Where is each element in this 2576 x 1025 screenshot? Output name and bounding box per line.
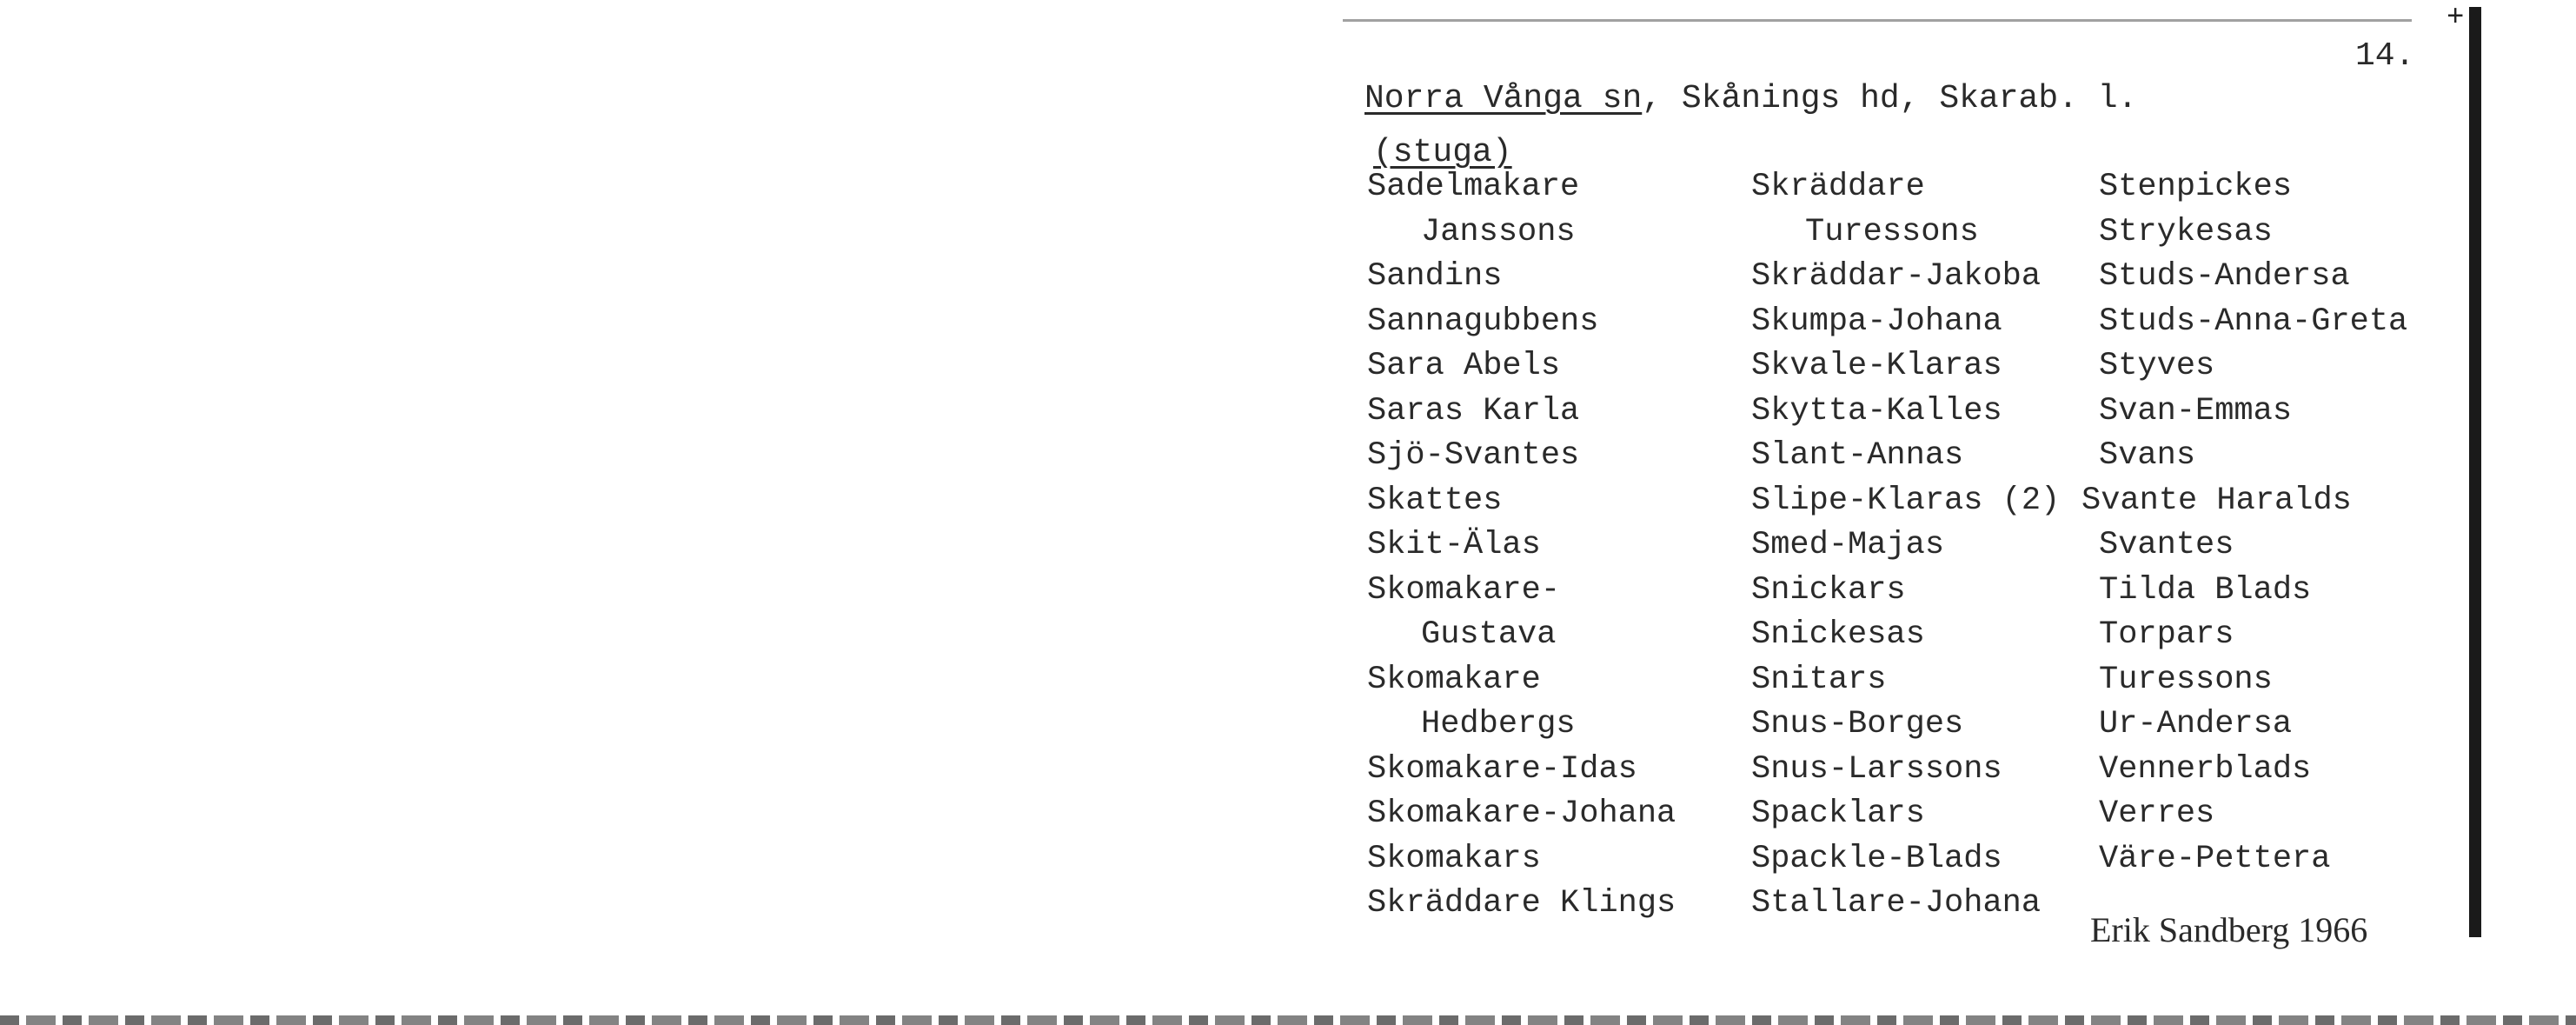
name-entry: Stenpickes xyxy=(2099,169,2293,205)
name-entry: Janssons xyxy=(1421,213,1576,250)
name-column-3 xyxy=(2081,165,2408,882)
name-entry: Svans xyxy=(2099,437,2196,474)
name-entry: Snitars xyxy=(1751,661,1887,698)
name-entry: Sara Abels xyxy=(1367,348,1561,384)
name-entry: Slipe-Klaras (2) xyxy=(1751,482,2061,519)
name-entry: Skumpa-Johana xyxy=(1751,303,2002,340)
name-entry: Saras Karla xyxy=(1367,392,1580,429)
name-entry: Stallare-Johana xyxy=(1751,885,2042,922)
name-entry: Väre-Pettera xyxy=(2099,840,2331,877)
name-entry: Skräddare Klings xyxy=(1367,885,1676,922)
name-entry: Skräddare xyxy=(1751,169,1925,205)
name-entry: Skvale-Klaras xyxy=(1751,348,2002,384)
name-entry: Skomakare- xyxy=(1367,571,1561,609)
name-entry: Svante Haralds xyxy=(2081,482,2352,519)
name-entry: Verres xyxy=(2099,795,2215,832)
name-entry: Snus-Larssons xyxy=(1751,750,2002,788)
name-entry: Gustava xyxy=(1421,616,1557,653)
name-entry: Snus-Borges xyxy=(1751,706,1964,742)
name-entry: Torpars xyxy=(2099,616,2234,653)
name-entry: Skräddar-Jakoba xyxy=(1751,258,2042,295)
name-entry: Strykesas xyxy=(2099,213,2273,250)
name-entry: Skattes xyxy=(1367,482,1503,519)
name-entry: Hedbergs xyxy=(1421,706,1576,742)
name-entry: Sadelmakare xyxy=(1367,169,1580,205)
name-entry: Studs-Anna-Greta xyxy=(2099,303,2408,340)
signature: Erik Sandberg 1966 xyxy=(2090,910,2368,949)
name-entry: Studs-Andersa xyxy=(2099,258,2350,295)
name-entry: Vennerblads xyxy=(2099,750,2312,788)
name-entry: Svan-Emmas xyxy=(2099,392,2293,429)
name-entry: Skomakare-Idas xyxy=(1367,750,1637,788)
heading-parish: Norra Vånga sn xyxy=(1364,80,1643,117)
name-entry: Sandins xyxy=(1367,258,1503,295)
name-column-2 xyxy=(1751,165,2060,927)
name-entry: Snickars xyxy=(1751,571,1906,609)
name-entry: Spackle-Blads xyxy=(1751,840,2002,877)
name-entry: Turessons xyxy=(1805,213,1979,250)
name-entry: Sannagubbens xyxy=(1367,303,1599,340)
name-entry: Tilda Blads xyxy=(2099,571,2312,609)
corner-mark: + xyxy=(2447,2,2465,35)
top-rule xyxy=(1343,19,2412,22)
card-subheading: (stuga) xyxy=(1373,134,1512,171)
name-entry: Skytta-Kalles xyxy=(1751,392,2002,429)
page-number: 14. xyxy=(2355,37,2415,75)
name-entry: Styves xyxy=(2099,348,2215,384)
card-heading xyxy=(1364,80,2138,117)
name-entry: Turessons xyxy=(2099,661,2273,698)
name-entry: Skomakars xyxy=(1367,840,1541,877)
name-entry: Skomakare-Johana xyxy=(1367,795,1676,832)
name-entry: Slant-Annas xyxy=(1751,437,1964,474)
name-entry: Spacklars xyxy=(1751,795,1925,832)
name-entry: Snickesas xyxy=(1751,616,1925,653)
index-card xyxy=(1343,0,2499,949)
heading-district: , Skånings hd, Skarab. l. xyxy=(1642,80,2138,117)
scan-edge-strip xyxy=(0,1015,2576,1025)
name-entry: Skomakare xyxy=(1367,661,1541,698)
name-entry: Sjö-Svantes xyxy=(1367,437,1580,474)
name-entry: Skit-Älas xyxy=(1367,527,1541,563)
card-right-edge xyxy=(2469,7,2481,937)
name-entry: Ur-Andersa xyxy=(2099,706,2293,742)
name-column-1 xyxy=(1367,165,1676,927)
name-entry: Smed-Majas xyxy=(1751,527,1945,563)
name-entry: Svantes xyxy=(2099,527,2234,563)
